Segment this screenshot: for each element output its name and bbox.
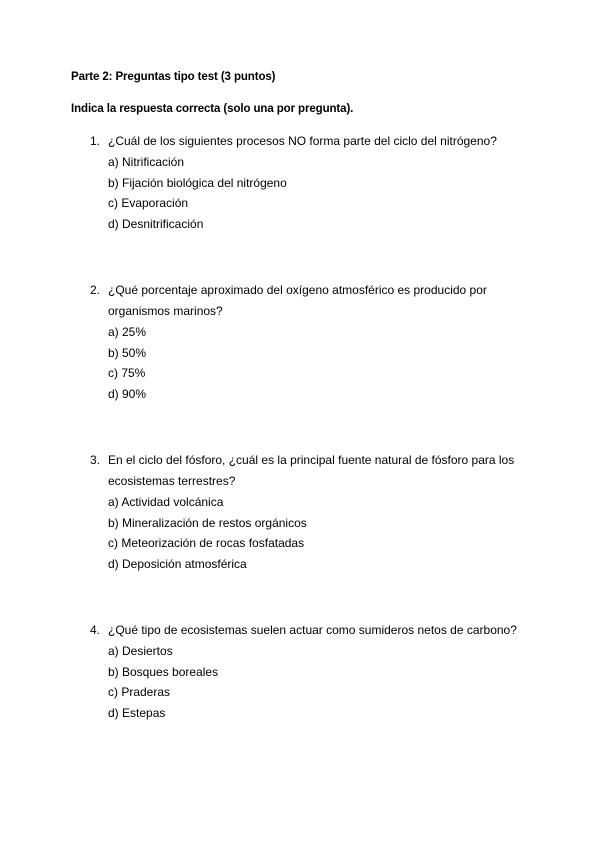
option-c: c) Meteorización de rocas fosfatadas [108, 536, 305, 551]
question-number: 2. [90, 283, 101, 297]
question-header [90, 620, 540, 641]
question-1 [90, 131, 540, 234]
option-c: c) Praderas [108, 685, 171, 700]
option-b: b) Bosques boreales [108, 664, 219, 679]
option-b: b) Mineralización de restos orgánicos [108, 515, 307, 530]
section-instruction: Indica la respuesta correcta (solo una por pregunta). [71, 103, 354, 115]
option-a: a) 25% [108, 325, 147, 339]
option-list [108, 152, 540, 234]
option-list [108, 322, 540, 404]
question-number: 1. [90, 134, 101, 148]
option-c: c) Evaporación [108, 196, 189, 211]
question-text: ¿Qué tipo de ecosistemas suelen actuar como sumideros netos de carbono? [108, 623, 517, 637]
option-a: a) Nitrificación [108, 155, 185, 169]
option-d: d) Desnitrificación [108, 216, 204, 231]
section-title: Parte 2: Preguntas tipo test (3 puntos) [71, 71, 276, 83]
question-header [90, 450, 540, 492]
question-4 [90, 620, 540, 723]
question-text: En el ciclo del fósforo, ¿cuál es la principal fuente natural de fósforo para los ecosistemas terrestres? [108, 453, 515, 488]
option-a: a) Desiertos [108, 644, 173, 658]
question-3 [90, 450, 540, 574]
option-a: a) Actividad volcánica [108, 495, 224, 509]
question-text: ¿Cuál de los siguientes procesos NO forma parte del ciclo del nitrógeno? [108, 134, 497, 148]
question-2 [90, 280, 540, 404]
question-number: 3. [90, 453, 101, 467]
question-header [90, 280, 540, 322]
option-b: b) Fijación biológica del nitrógeno [108, 175, 287, 190]
option-d: d) 90% [108, 386, 147, 401]
option-list [108, 641, 540, 723]
question-number: 4. [90, 623, 101, 637]
option-list [108, 492, 540, 574]
question-header [90, 131, 540, 152]
question-text: ¿Qué porcentaje aproximado del oxígeno atmosférico es producido por organismos marinos? [108, 283, 487, 318]
option-d: d) Estepas [108, 705, 166, 720]
option-c: c) 75% [108, 366, 146, 381]
option-b: b) 50% [108, 345, 147, 360]
option-d: d) Deposición atmosférica [108, 556, 247, 571]
